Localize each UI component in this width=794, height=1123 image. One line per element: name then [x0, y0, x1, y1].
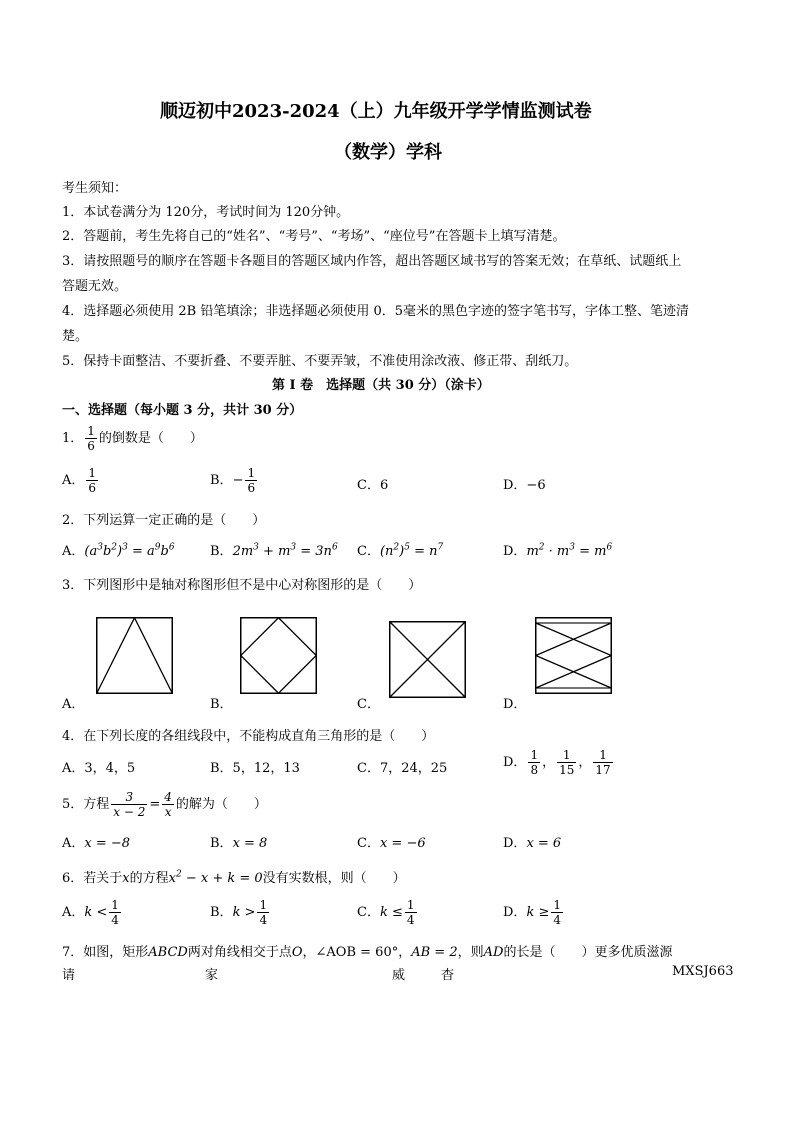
q4-option-a: A．3，4，5 [62, 761, 136, 776]
section-heading: 一、选择题（每小题 3 分，共计 30 分） [62, 403, 303, 418]
q6-option-a: A．k < $\frac{1}{4}$ [62, 898, 119, 927]
q6-option-c: C．k ≤ $\frac{1}{4}$ [357, 898, 415, 927]
question-1 [62, 424, 203, 453]
q5-option-a: A．x = −8 [62, 836, 131, 851]
q1-option-c: C．6 [357, 478, 389, 493]
notice-item: 3．请按照题号的顺序在答题卡各题目的答题区域内作答，超出答题区域书写的答案无效；在草纸、试题纸上 [62, 254, 682, 269]
q1-option-a: A． $\frac{1}{6}$ [62, 466, 97, 495]
notice-item: 2．答题前，考生先将自己的“姓名”、“考号”、“考场”、“座位号”在答题卡上填写清楚。 [62, 229, 566, 244]
figure-d-double-cross [535, 617, 612, 694]
notice-heading: 考生须知： [62, 181, 128, 196]
q3-label-d: D． [503, 697, 527, 712]
notice-item: 5．保持卡面整洁、不要折叠、不要弄脏、不要弄皱，不准使用涂改液、修正带、刮纸刀。 [62, 354, 578, 369]
q3-label-c: C． [357, 697, 380, 712]
footer-char: 杳 [441, 968, 455, 983]
question-7: 7．如图，矩形ABCD两对角线相交于点O，∠AOB = 60°，AB = 2，则AD的长是（ ）更多优质滋源 [62, 945, 673, 960]
question-text: 的倒数是（ ） [98, 431, 203, 446]
q3-label-a: A． [62, 697, 85, 712]
question-number: 1． [62, 431, 84, 446]
notice-item: 1．本试卷满分为 120分，考试时间为 120分钟。 [62, 205, 350, 220]
figure-a-triangle-in-square [96, 617, 173, 694]
footer-char: 家 [205, 968, 219, 983]
fraction: $\frac{1}{6}$ [87, 424, 95, 453]
notice-item: 答题无效。 [62, 279, 128, 294]
q2-option-b: B．$2m^3 + m^3 = 3n^6$ [210, 542, 338, 559]
q3-label-b: B． [210, 697, 233, 712]
q4-option-d: D． $\frac{1}{8}$ ， $\frac{1}{15}$ ， $\frac{1}{17}$ [503, 748, 611, 777]
figure-c-square-diagonals [389, 621, 466, 698]
notice-item: 4．选择题必须使用 2B 铅笔填涂；非选择题必须使用 0．5毫米的黑色字迹的签字笔书写，字体工整、笔迹清 [62, 304, 690, 319]
q5-option-c: C．x = −6 [357, 836, 426, 851]
question-6: 6．若关于x的方程$x^2 - x + k = 0$没有实数根，则（ ） [62, 869, 406, 886]
question-4: 4．在下列长度的各组线段中，不能构成直角三角形的是（ ） [62, 729, 435, 744]
page-subtitle: （数学）学科 [334, 142, 442, 163]
question-2: 2．下列运算一定正确的是（ ） [62, 513, 266, 528]
footer-code: MXSJ663 [672, 964, 734, 979]
q6-option-d: D．k ≥ $\frac{1}{4}$ [503, 898, 561, 927]
q5-option-d: D．x = 6 [503, 836, 562, 851]
footer-char: 威 [392, 968, 406, 983]
question-5: 5．方程 $\frac{3}{x - 2}$ = $\frac{4}{x}$ 的解为（ ） [62, 790, 267, 819]
q2-option-d: D．$m^2 \cdot m^3 = m^6$ [503, 542, 613, 559]
footer-char: 请 [62, 968, 76, 983]
q4-option-c: C．7，24，25 [357, 761, 448, 776]
page-title: 顺迈初中2023-2024（上）九年级开学学情监测试卷 [160, 101, 592, 122]
q6-option-b: B．k > $\frac{1}{4}$ [210, 898, 268, 927]
question-3: 3．下列图形中是轴对称图形但不是中心对称图形的是（ ） [62, 578, 422, 593]
q4-option-b: B．5，12，13 [210, 761, 300, 776]
q1-option-b: B．− $\frac{1}{6}$ [210, 466, 256, 495]
q1-option-d: D．−6 [503, 478, 546, 493]
q5-option-b: B．x = 8 [210, 836, 268, 851]
q2-option-a: A．$(a^3b^2)^3 = a^9b^6$ [62, 542, 175, 559]
notice-item: 楚。 [62, 329, 89, 344]
q2-option-c: C．$(n^2)^5 = n^7$ [357, 542, 444, 559]
part-title: 第 I 卷 选择题（共 30 分）（涂卡） [272, 378, 490, 393]
figure-b-diamond-in-square [240, 617, 317, 694]
